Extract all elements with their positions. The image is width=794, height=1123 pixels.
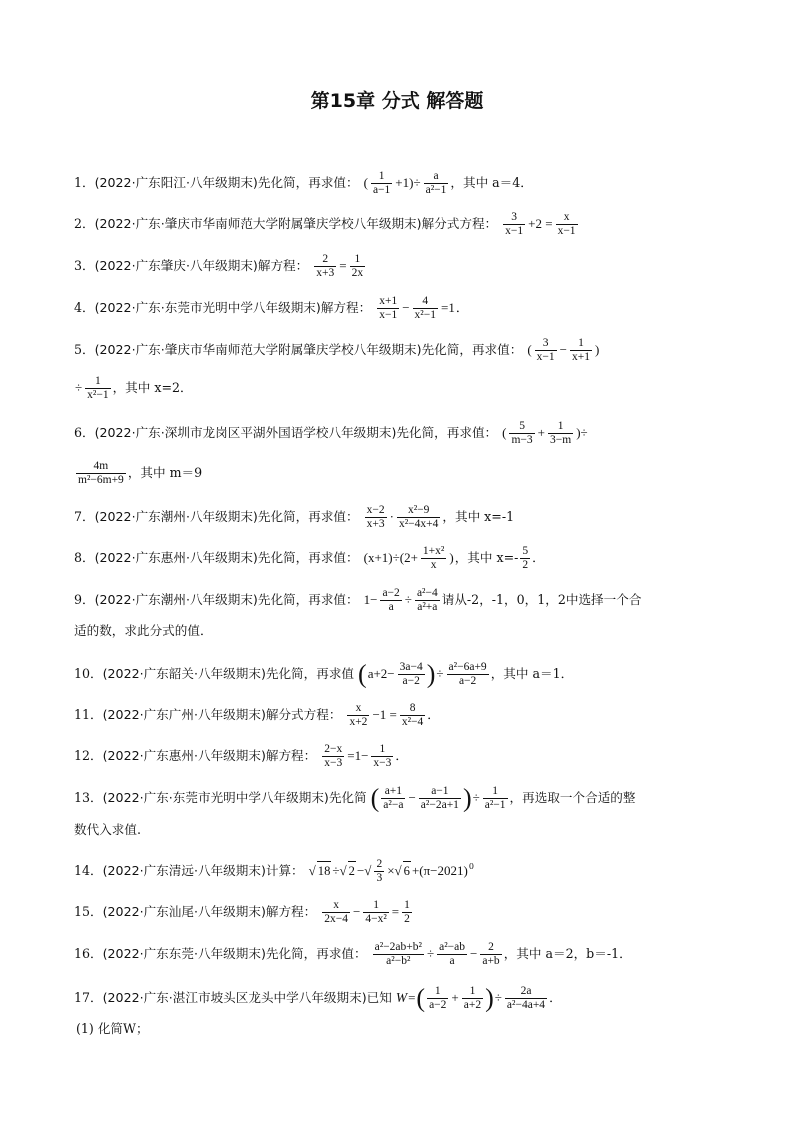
question-10: 10．(2022·广东韶关·八年级期末)先化简，再求值 (a+2− $\frac{3a-4}{a-2}$ )÷ $\frac{\text{a²−6a+9}}{a-2}$ ，其中 a＝1．	[74, 659, 574, 689]
question-15: 15．(2022·广东汕尾·八年级期末)解方程： $\frac{x}{2x-4}$ − $\frac{1}{\text{4−x²}}$ = $\frac{1}{2}$	[74, 899, 410, 925]
question-14: 14．(2022·广东清远·八年级期末)计算： √ 18 ÷√ 2 −√ $\frac{2}{3}$ ×√ $6 +(\pi-2021)^0$	[74, 858, 474, 884]
question-6-line2: $\frac{4m}{\text{m²−6m+9}}$ ，其中 m＝9	[78, 460, 203, 486]
question-3: 3．(2022·广东肇庆·八年级期末)解方程： $\frac{2}{x+3}$ = $\frac{1}{2x}$	[74, 253, 364, 279]
question-9-line2: 适的数，求此分式的值．	[74, 623, 213, 638]
question-2: 2．(2022·广东·肇庆市华南师范大学附属肇庆学校八年级期末)解分式方程： $\frac{3}{x-1}$ +2 = $\frac{x}{x-1}$	[74, 211, 576, 237]
question-5: 5．(2022·广东·肇庆市华南师范大学附属肇庆学校八年级期末)先化简，再求值： ( $\frac{3}{x-1}$ − $\frac{1}{x+1}$ )	[74, 337, 600, 363]
question-17: 17．(2022·广东·湛江市坡头区龙头中学八年级期末)已知 W=( $\frac{1}{a-2}$ + $\frac{1}{a+2}$ )÷ $\frac{2a}{\text{a²−4a+4}}$ ．	[74, 983, 562, 1013]
question-12: 12．(2022·广东惠州·八年级期末)解方程： $\frac{2-x}{x-3}$ =1− $\frac{1}{x-3}$ ．	[74, 743, 409, 769]
question-16: 16．(2022·广东东莞·八年级期末)先化简，再求值： $\frac{\text{a²−2ab+b²}}{\text{a²−b²}}$ ÷ $\frac{\text{a²−ab}}{a}$ − $\frac{2}{a+b}$ ，其中 a＝2，b＝-1．	[74, 941, 632, 967]
page-title: 第15章 分式 解答题	[310, 90, 484, 112]
question-13-line2: 数代入求值.	[74, 822, 141, 837]
question-13: 13．(2022·广东·东莞市光明中学八年级期末)先化简 ( $\frac{a+1}{\text{a²−a}}$ − $\frac{a-1}{\text{a²−2a+1}}$ )÷ $\frac{1}{\text{a²−1}}$ ，再选取一个合适的整	[74, 783, 636, 813]
question-4: 4．(2022·广东·东莞市光明中学八年级期末)解方程： $\frac{x+1}{x-1}$ − $\frac{4}{\text{x²−1}}$ =1．	[74, 295, 469, 321]
question-6: 6．(2022·广东·深圳市龙岗区平湖外国语学校八年级期末)先化简，再求值： ( $\frac{5}{m-3}$ + $\frac{1}{3-m}$ )÷	[74, 420, 588, 446]
question-5-line2: ÷ $\frac{1}{\text{x²−1}}$ ，其中 x=2．	[75, 375, 193, 401]
question-9: 9．(2022·广东潮州·八年级期末)先化简，再求值： 1− $\frac{a-2}{a}$ ÷ $\frac{\text{a²−4}}{\text{a²+a}}$ 请从-2，-1，0，1，2中选择一个合	[74, 587, 642, 613]
question-8: 8．(2022·广东惠州·八年级期末)先化简，再求值： (x+1)÷(2+ $\frac{\text{1+x²}}{x}$ )，其中 x=- $\frac{5}{2}$ ．	[74, 545, 545, 571]
question-1: 1．(2022·广东阳江·八年级期末)先化简，再求值： ( $\frac{1}{a-1}$ +1)÷ $\frac{a}{\text{a²−1}}$ ，其中 a＝4．	[74, 170, 533, 196]
question-17-part-1: (1) 化简W；	[76, 1021, 149, 1036]
question-7: 7．(2022·广东潮州·八年级期末)先化简，再求值： $\frac{x-2}{x+3}$ · $\frac{\text{x²−9}}{\text{x²−4x+4}}$ ，其中 x=-1	[74, 504, 515, 530]
question-11: 11．(2022·广东广州·八年级期末)解分式方程： $\frac{x}{x+2}$ −1 = $\frac{8}{\text{x²−4}}$ ．	[74, 702, 440, 728]
